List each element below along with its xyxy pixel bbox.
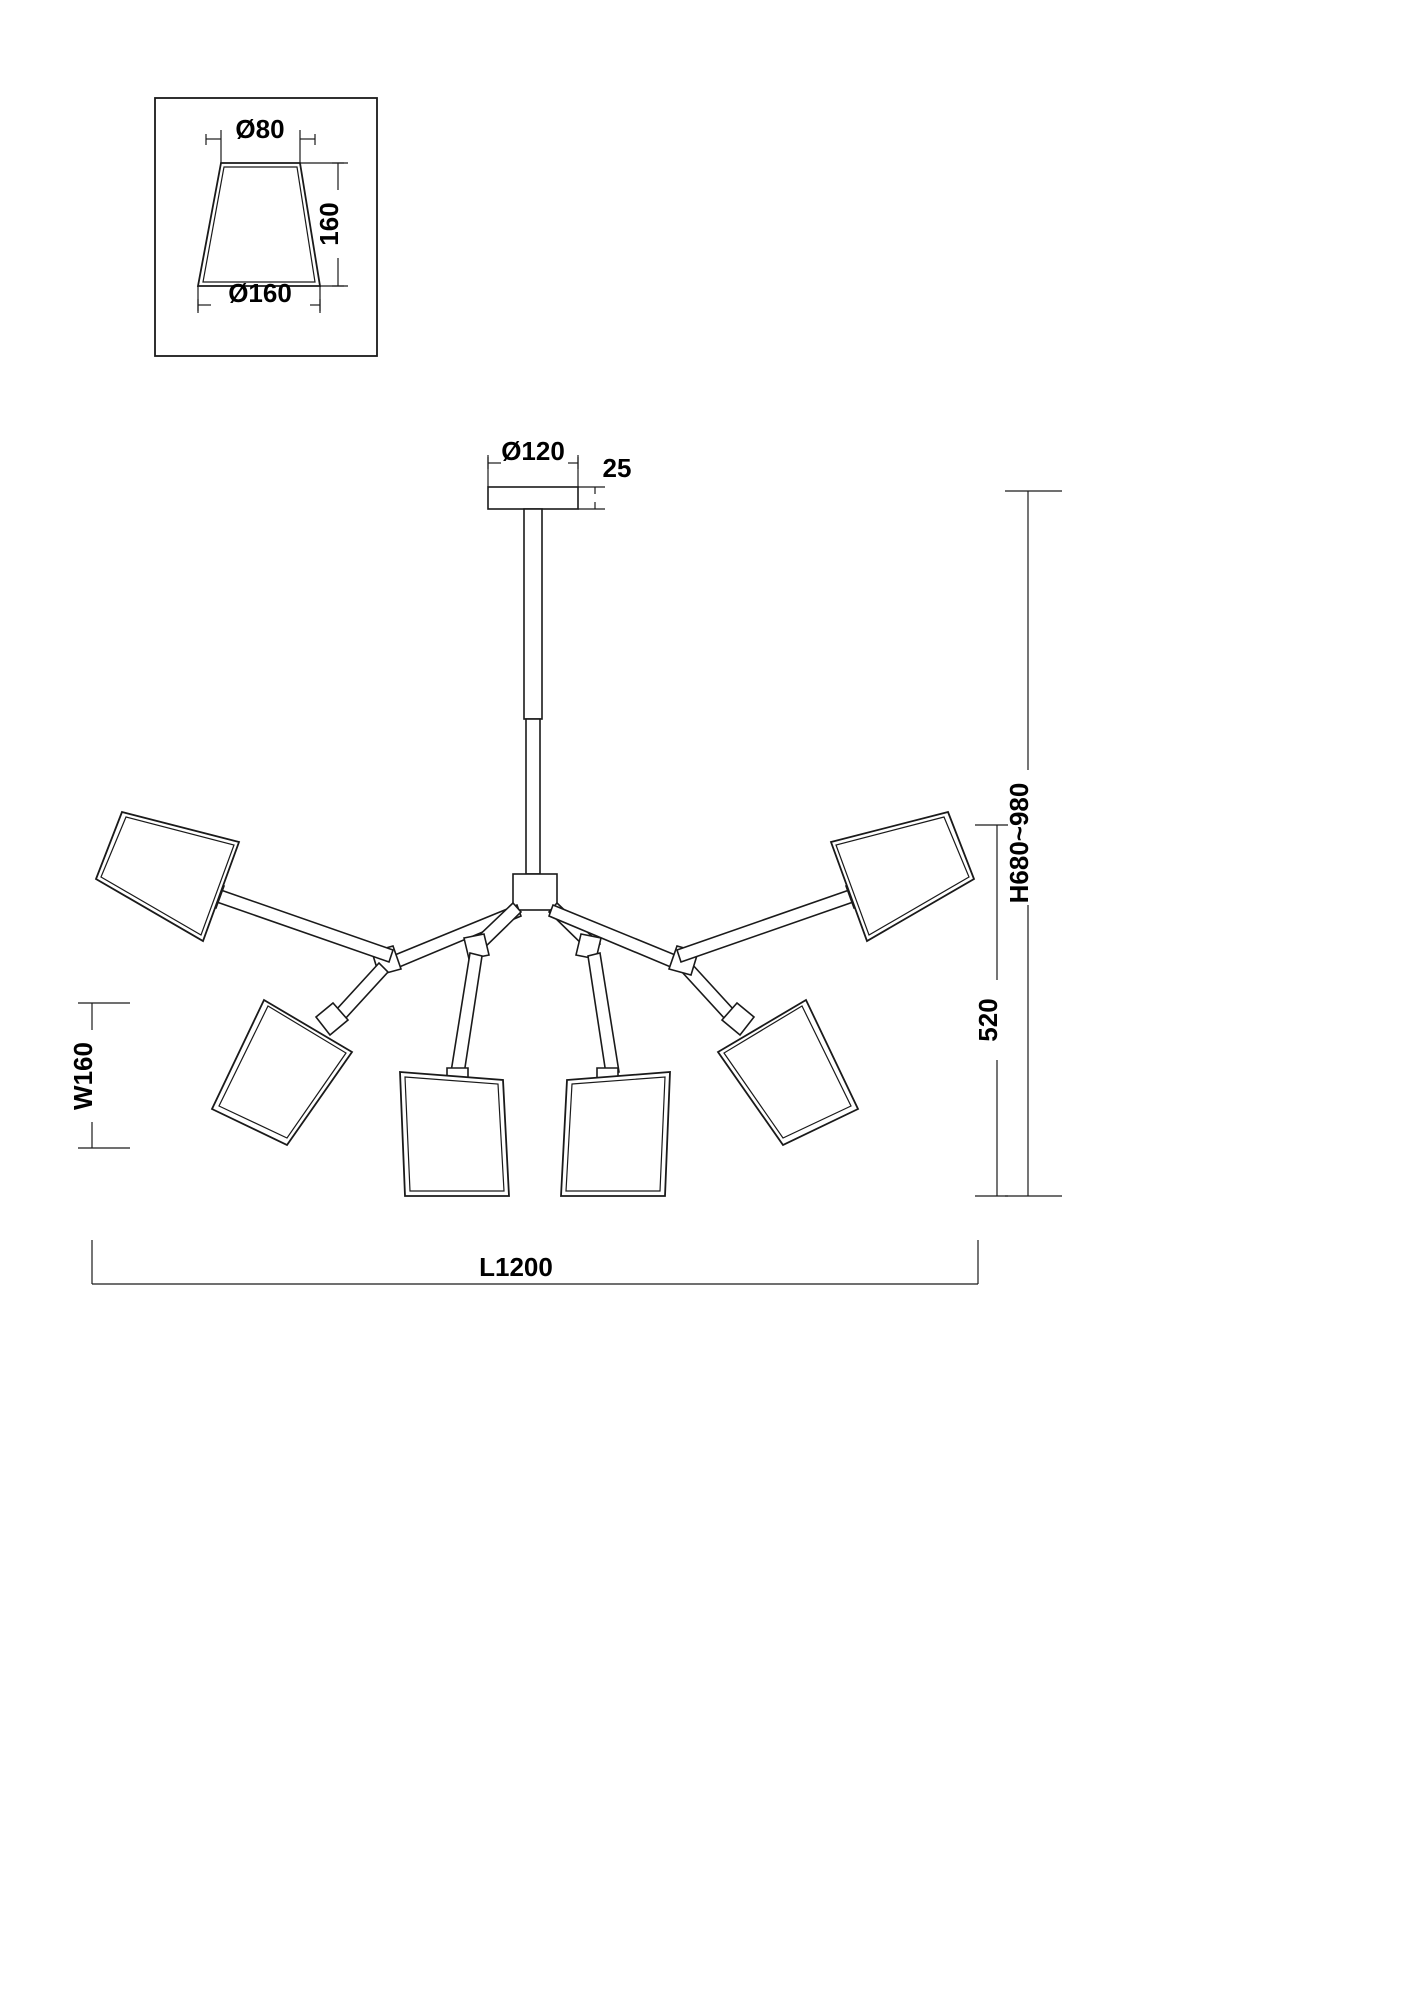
arm-left-outer bbox=[96, 812, 521, 975]
detail-height-label: 160 bbox=[314, 202, 344, 246]
arm-segment-left-outer-upper bbox=[211, 888, 393, 962]
detail-top-diameter-label: Ø80 bbox=[235, 114, 285, 144]
body-height-dim bbox=[973, 825, 1008, 1196]
canopy-height-dim bbox=[578, 453, 631, 509]
lamp-shade-left-outer bbox=[96, 812, 239, 941]
center-hub bbox=[513, 874, 557, 910]
down-rod-lower bbox=[526, 719, 540, 874]
arm-segment-right-outer-upper bbox=[677, 888, 859, 962]
lamp-shade-left-inner bbox=[400, 1072, 509, 1196]
arm-left-middle bbox=[212, 963, 388, 1145]
body-height-label: 520 bbox=[973, 998, 1003, 1042]
arm-segment-left-inner-lower bbox=[451, 953, 482, 1074]
lamp-shade-right-inner bbox=[561, 1072, 670, 1196]
canopy-diameter-label: Ø120 bbox=[501, 436, 565, 466]
overall-length-label: L1200 bbox=[479, 1252, 553, 1282]
arm-right-outer bbox=[549, 812, 974, 975]
arm-segment-right-inner-lower bbox=[588, 953, 619, 1074]
arm-segment-right-outer-inner bbox=[549, 905, 690, 973]
overall-length-dim bbox=[92, 1240, 978, 1284]
ceiling-canopy bbox=[488, 487, 578, 509]
shade-detail-group bbox=[155, 98, 377, 356]
shade-width-label: W160 bbox=[68, 1042, 98, 1110]
chandelier-main-view bbox=[68, 436, 1062, 1284]
canopy-diameter-dim bbox=[488, 436, 578, 487]
detail-bottom-diameter-label: Ø160 bbox=[228, 278, 292, 308]
detail-top-diameter-dim bbox=[206, 114, 315, 163]
overall-height-label: H680~980 bbox=[1004, 782, 1034, 904]
arm-right-middle bbox=[682, 963, 858, 1145]
shade-width-dim bbox=[68, 1003, 130, 1148]
canopy-height-label: 25 bbox=[602, 453, 632, 483]
shade-outline bbox=[198, 163, 320, 286]
lamp-shade-right-outer bbox=[831, 812, 974, 941]
overall-height-dim bbox=[1004, 491, 1062, 1196]
down-rod-upper bbox=[524, 509, 542, 719]
